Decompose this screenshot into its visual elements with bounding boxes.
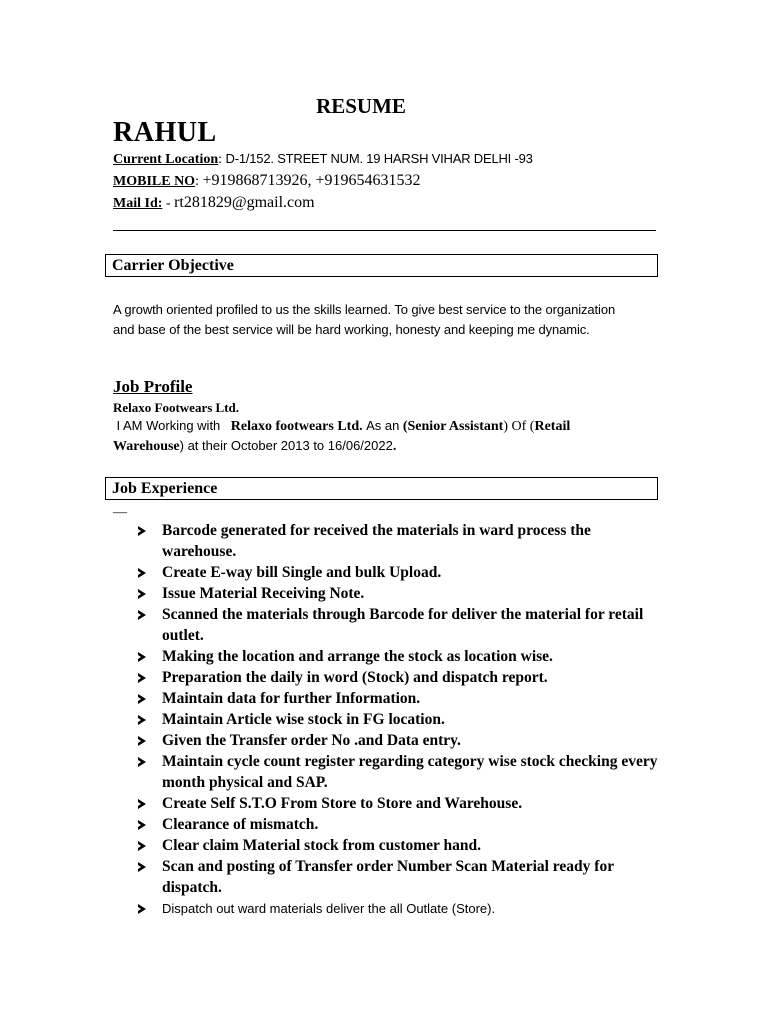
arrow-bullet-icon [138, 610, 146, 620]
arrow-bullet-icon [138, 589, 146, 599]
profile-desc-company: Relaxo footwears Ltd. [230, 419, 363, 434]
duty-text: Maintain Article wise stock in FG location. [162, 711, 445, 728]
duty-item [138, 835, 658, 856]
experience-heading: Job Experience [105, 477, 658, 500]
profile-desc-intro: I AM Working with [116, 418, 221, 433]
arrow-bullet-icon [138, 841, 146, 851]
duty-text: Clear claim Material stock from customer hand. [162, 837, 481, 854]
job-profile-description [113, 416, 633, 456]
objective-heading: Carrier Objective [105, 254, 658, 277]
arrow-bullet-icon [138, 757, 146, 767]
arrow-bullet-icon [138, 862, 146, 872]
duty-item [138, 814, 658, 835]
duty-text: Create Self S.T.O From Store to Store and Warehouse. [162, 795, 523, 812]
mobile-label: MOBILE NO [113, 174, 196, 189]
duty-text: Scanned the materials through Barcode for deliver the material for retail outlet. [162, 606, 644, 644]
arrow-bullet-icon [138, 715, 146, 725]
location-label: Current Location [113, 152, 219, 167]
arrow-bullet-icon [138, 904, 146, 914]
duty-item [138, 667, 658, 688]
duty-text: Clearance of mismatch. [162, 816, 319, 833]
duties-list [138, 520, 658, 920]
location-line [113, 151, 533, 168]
duty-text: Barcode generated for received the materials in ward process the warehouse. [162, 522, 591, 560]
profile-desc-department: Retail Warehouse [113, 419, 571, 454]
duty-item [138, 709, 658, 730]
arrow-bullet-icon [138, 820, 146, 830]
duty-item [138, 898, 658, 920]
profile-desc-as: As an [366, 418, 400, 433]
arrow-bullet-icon [138, 652, 146, 662]
duty-item [138, 583, 658, 604]
duty-item [138, 751, 658, 793]
duty-text: Dispatch out ward materials deliver the all Outlate (Store). [162, 901, 496, 916]
duty-item [138, 856, 658, 898]
duty-text: Scan and posting of Transfer order Number Scan Material ready for dispatch. [162, 858, 614, 896]
duty-item [138, 793, 658, 814]
duty-item [138, 604, 658, 646]
duty-text: Create E-way bill Single and bulk Upload. [162, 564, 442, 581]
profile-desc-end: . [392, 439, 397, 454]
candidate-name: RAHUL [113, 117, 217, 148]
resume-title: RESUME [316, 94, 406, 118]
arrow-bullet-icon [138, 799, 146, 809]
arrow-bullet-icon [138, 694, 146, 704]
profile-desc-of: ) Of ( [503, 419, 535, 434]
header-divider [113, 230, 656, 231]
duty-text: Maintain cycle count register regarding category wise stock checking every month physical and SAP. [162, 753, 658, 791]
arrow-bullet-icon [138, 673, 146, 683]
duty-item [138, 730, 658, 751]
mobile-separator: : [195, 174, 199, 189]
profile-desc-period: ) at their October 2013 to 16/06/2022 [179, 438, 393, 453]
mobile-value: +919868713926, +919654631532 [202, 172, 421, 189]
arrow-bullet-icon [138, 568, 146, 578]
mail-label: Mail Id: [113, 196, 163, 211]
mail-line [113, 194, 315, 212]
duty-item [138, 688, 658, 709]
location-separator: : [218, 152, 223, 167]
dash-mark: — [113, 505, 127, 520]
mobile-line [113, 172, 421, 190]
arrow-bullet-icon [138, 526, 146, 536]
job-profile-heading: Job Profile [113, 377, 193, 396]
duty-text: Given the Transfer order No .and Data entry. [162, 732, 461, 749]
duty-text: Preparation the daily in word (Stock) and dispatch report. [162, 669, 548, 686]
duty-text: Making the location and arrange the stock as location wise. [162, 648, 553, 665]
duty-item [138, 646, 658, 667]
duty-item [138, 520, 658, 562]
mail-separator: - [165, 196, 171, 211]
profile-desc-role: (Senior Assistant [402, 419, 504, 434]
objective-text: A growth oriented profiled to us the skills learned. To give best service to the organization and base of the best service will be hard working, honesty and keeping me dynamic. [113, 302, 616, 337]
duty-text: Maintain data for further Information. [162, 690, 421, 707]
location-value: D-1/152. STREET NUM. 19 HARSH VIHAR DELHI -93 [225, 151, 533, 166]
duty-text: Issue Material Receiving Note. [162, 585, 365, 602]
duty-item [138, 562, 658, 583]
job-profile-company: Relaxo Footwears Ltd. [113, 400, 240, 415]
arrow-bullet-icon [138, 736, 146, 746]
mail-value[interactable]: rt281829@gmail.com [174, 194, 315, 211]
